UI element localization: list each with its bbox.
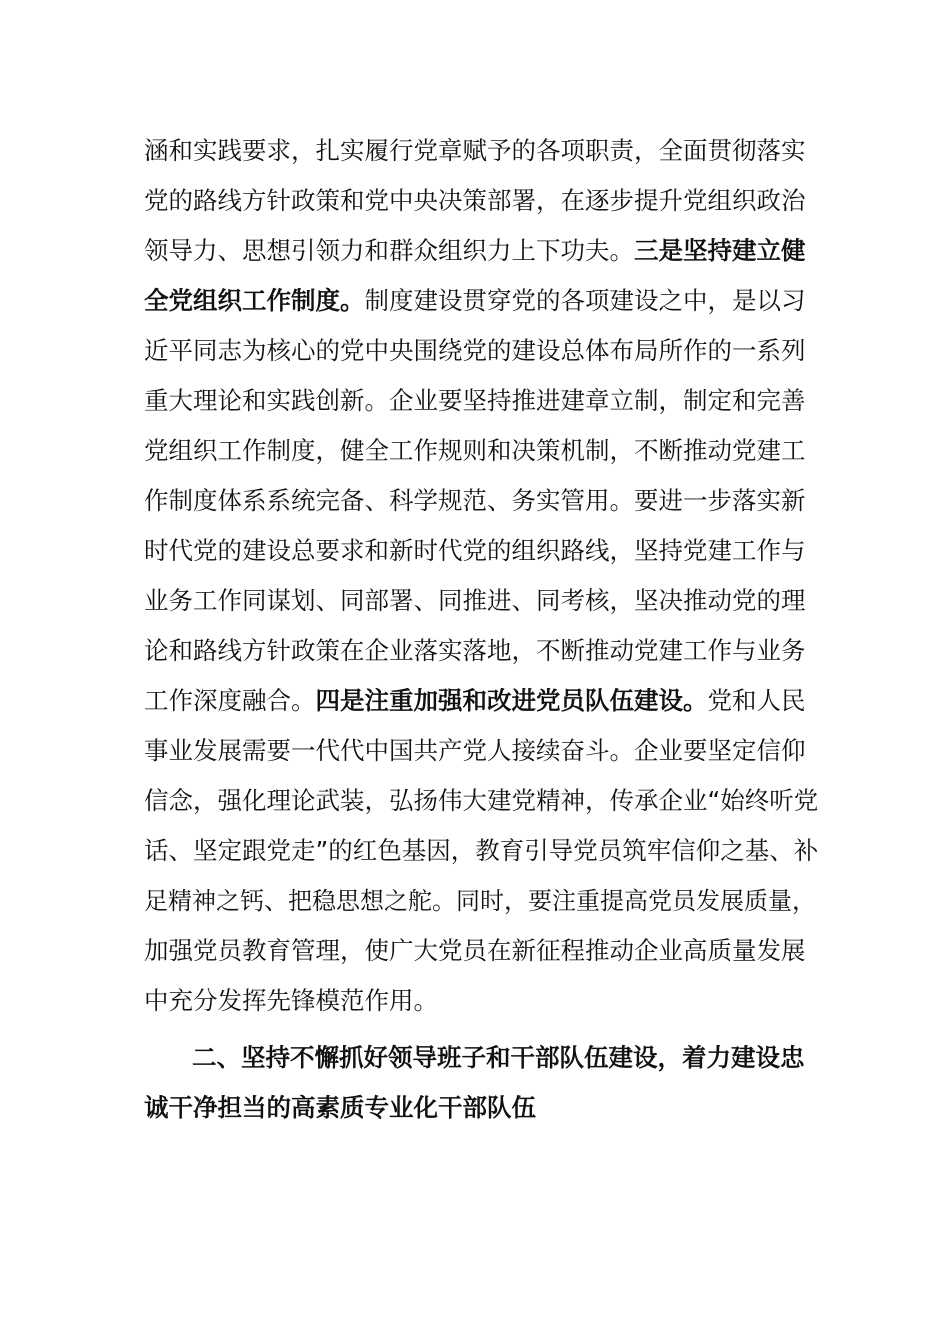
bold-text-run: 三是坚持建立健 xyxy=(634,236,806,265)
text-run: 加强党员教育管理，使广大党员在新征程推动企业高质量发展 xyxy=(144,936,806,965)
text-run: 工作深度融合。 xyxy=(144,686,316,715)
section-heading xyxy=(144,1033,824,1133)
text-run: 涵和实践要求，扎实履行党章赋予的各项职责，全面贯彻落实 xyxy=(144,136,806,165)
text-line xyxy=(144,276,824,326)
text-line xyxy=(144,476,824,526)
text-run: 业务工作同谋划、同部署、同推进、同考核，坚决推动党的理 xyxy=(144,586,806,615)
text-run: 制度建设贯穿党的各项建设之中，是以习 xyxy=(364,286,806,315)
text-run: 党组织工作制度，健全工作规则和决策机制，不断推动党建工 xyxy=(144,436,806,465)
text-run: 事业发展需要一代代中国共产党人接续奋斗。企业要坚定信仰 xyxy=(144,736,806,765)
text-run: 领导力、思想引领力和群众组织力上下功夫。 xyxy=(144,236,634,265)
text-line xyxy=(144,626,824,676)
heading-line: 诚干净担当的高素质专业化干部队伍 xyxy=(144,1093,536,1122)
text-line xyxy=(144,576,824,626)
text-run: 信念，强化理论武装，弘扬伟大建党精神，传承企业“始终听党 xyxy=(144,786,819,815)
text-line xyxy=(144,826,824,876)
text-line xyxy=(144,976,824,1026)
text-line xyxy=(144,426,824,476)
text-line xyxy=(144,326,824,376)
text-line xyxy=(144,726,824,776)
bold-text-run: 四是注重加强和改进党员队伍建设。 xyxy=(315,686,708,715)
text-line xyxy=(144,926,824,976)
text-line xyxy=(144,176,824,226)
text-run: 重大理论和实践创新。企业要坚持推进建章立制，制定和完善 xyxy=(144,386,806,415)
text-line xyxy=(144,876,824,926)
bold-text-run: 全党组织工作制度。 xyxy=(144,286,365,315)
text-run: 话、坚定跟党走”的红色基因，教育引导党员筑牢信仰之基、补 xyxy=(144,836,819,865)
text-line xyxy=(144,226,824,276)
text-line xyxy=(144,776,824,826)
text-run: 中充分发挥先锋模范作用。 xyxy=(144,986,438,1015)
body-paragraph xyxy=(144,126,824,1026)
text-line xyxy=(144,376,824,426)
text-run: 党的路线方针政策和党中央决策部署，在逐步提升党组织政治 xyxy=(144,186,806,215)
text-run: 足精神之钙、把稳思想之舵。同时，要注重提高党员发展质量， xyxy=(144,887,816,915)
text-line xyxy=(144,526,824,576)
text-run: 论和路线方针政策在企业落实落地，不断推动党建工作与业务 xyxy=(144,636,806,665)
text-run: 时代党的建设总要求和新时代党的组织路线，坚持党建工作与 xyxy=(144,536,806,565)
text-run: 党和人民 xyxy=(707,686,806,715)
text-run: 近平同志为核心的党中央围绕党的建设总体布局所作的一系列 xyxy=(144,336,806,365)
heading-line: 二、坚持不懈抓好领导班子和干部队伍建设，着力建设忠 xyxy=(192,1043,805,1072)
text-line xyxy=(144,126,824,176)
text-run: 作制度体系系统完备、科学规范、务实管用。要进一步落实新 xyxy=(144,486,806,515)
text-line xyxy=(144,676,824,726)
